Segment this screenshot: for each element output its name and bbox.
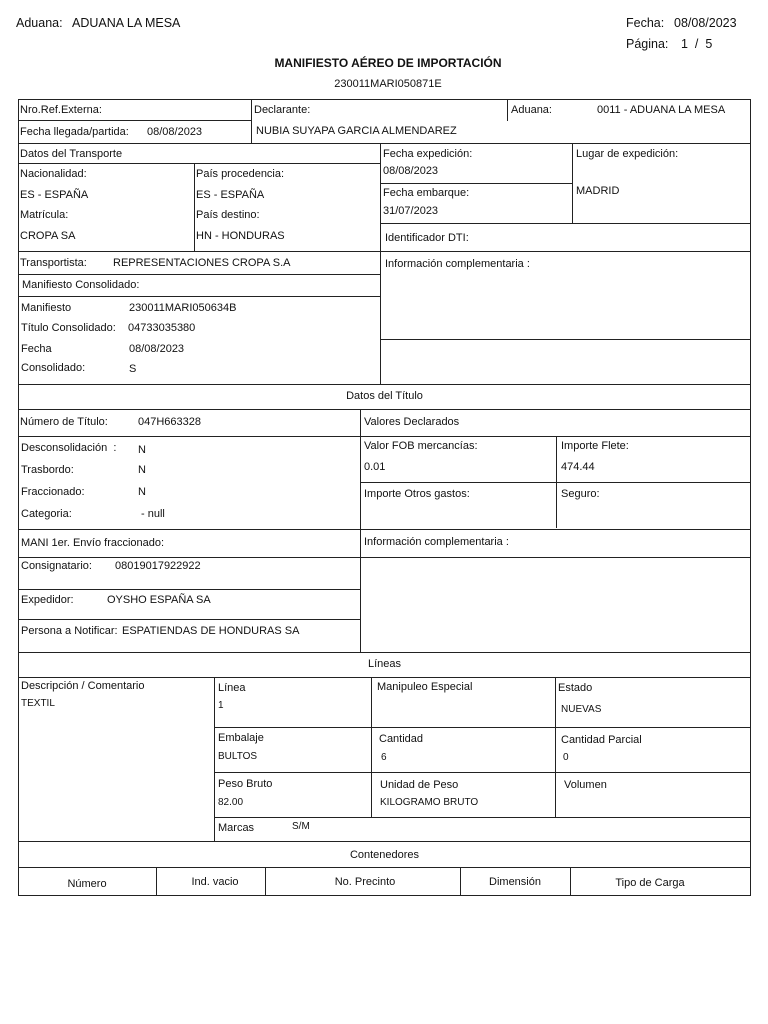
titulo-consolidado-label: Título Consolidado: (21, 322, 116, 334)
importe-flete-value: 474.44 (561, 461, 595, 473)
transportista-label: Transportista: (20, 257, 87, 269)
declarante-value: NUBIA SUYAPA GARCIA ALMENDAREZ (256, 125, 457, 137)
manipuleo-label: Manipuleo Especial (377, 681, 473, 693)
header-pagina-label: Página: (626, 37, 669, 51)
lugar-expedicion-label: Lugar de expedición: (576, 148, 679, 160)
manifiesto-label: Manifiesto (21, 302, 72, 314)
top-aduana-label: Aduana: (511, 104, 552, 116)
marcas-label: Marcas (218, 822, 255, 834)
manifiesto-consolidado-label: Manifiesto Consolidado: (22, 279, 140, 291)
identificador-dti-label: Identificador DTI: (385, 232, 469, 244)
pais-destino-value: HN - HONDURAS (196, 230, 285, 242)
header-fecha-label: Fecha: (626, 16, 665, 30)
embalaje-value: BULTOS (218, 751, 258, 762)
unidad-peso-value: KILOGRAMO BRUTO (380, 797, 479, 808)
peso-bruto-value: 82.00 (218, 797, 244, 808)
cantidad-parcial-value: 0 (563, 752, 569, 763)
valor-fob-label: Valor FOB mercancías: (364, 440, 478, 452)
fecha-llegada-label: Fecha llegada/partida: (20, 126, 129, 138)
contenedores-column-header: No. Precinto (334, 876, 396, 888)
manifest-number: 230011MARI050871E (334, 78, 442, 90)
categoria-label: Categoria: (21, 508, 72, 520)
fecha-consolidado-value: 08/08/2023 (129, 343, 185, 355)
declarante-label: Declarante: (254, 104, 311, 116)
header-aduana-label: Aduana: (16, 16, 63, 30)
volumen-label: Volumen (564, 779, 607, 791)
linea-value: 1 (218, 700, 224, 711)
matricula-value: CROPA SA (20, 230, 76, 242)
titulo-section-label: Datos del Título (346, 390, 423, 402)
expedidor-value: OYSHO ESPAÑA SA (107, 594, 211, 606)
consignatario-label: Consignatario: (21, 560, 92, 572)
nacionalidad-label: Nacionalidad: (20, 168, 87, 180)
header-pagina-value: 1 / 5 (681, 37, 713, 51)
transporte-section-label: Datos del Transporte (20, 148, 123, 160)
titulo-consolidado-value: 04733035380 (128, 322, 196, 334)
contenedores-section-label: Contenedores (349, 849, 420, 861)
categoria-value: - null (141, 508, 165, 520)
seguro-label: Seguro: (561, 488, 600, 500)
importe-flete-label: Importe Flete: (561, 440, 629, 452)
lugar-expedicion-value: MADRID (576, 185, 620, 197)
linea-label: Línea (218, 682, 246, 694)
fecha-embarque-label: Fecha embarque: (383, 187, 470, 199)
nro-ref-label: Nro.Ref.Externa: (20, 104, 102, 116)
consignatario-value: 08019017922922 (115, 560, 201, 572)
top-aduana-value: 0011 - ADUANA LA MESA (597, 104, 726, 116)
numero-titulo-value: 047H663328 (138, 416, 202, 428)
contenedores-column-header: Dimensión (489, 876, 541, 888)
desconsolidacion-label: Desconsolidación : (21, 442, 117, 454)
transporte-info-complementaria-label: Información complementaria : (385, 258, 530, 270)
expedidor-label: Expedidor: (21, 594, 74, 606)
valores-declarados-label: Valores Declarados (364, 416, 460, 428)
cantidad-label: Cantidad (379, 733, 424, 745)
cantidad-value: 6 (381, 752, 387, 763)
fecha-expedicion-value: 08/08/2023 (383, 165, 439, 177)
numero-titulo-label: Número de Título: (20, 416, 108, 428)
fecha-consolidado-label: Fecha (21, 343, 52, 355)
header-fecha-value: 08/08/2023 (674, 16, 737, 30)
persona-notificar-value: ESPATIENDAS DE HONDURAS SA (122, 625, 300, 637)
fecha-embarque-value: 31/07/2023 (383, 205, 439, 217)
descripcion-label: Descripción / Comentario (21, 680, 145, 692)
mani-envio-label: MANI 1er. Envío fraccionado: (21, 537, 165, 549)
contenedores-column-header: Número (67, 878, 107, 890)
valor-fob-value: 0.01 (364, 461, 386, 473)
estado-value: NUEVAS (561, 704, 602, 715)
importe-otros-label: Importe Otros gastos: (364, 488, 470, 500)
frame-right (750, 99, 751, 896)
pais-destino-label: País destino: (196, 209, 260, 221)
peso-bruto-label: Peso Bruto (218, 778, 273, 790)
persona-notificar-label: Persona a Notificar: (21, 625, 118, 637)
fraccionado-label: Fraccionado: (21, 486, 85, 498)
lineas-section-label: Líneas (367, 658, 402, 670)
manifiesto-value: 230011MARI050634B (129, 302, 237, 314)
contenedores-column-header: Ind. vacio (191, 876, 239, 888)
cantidad-parcial-label: Cantidad Parcial (561, 734, 642, 746)
fraccionado-value: N (138, 486, 146, 498)
trasbordo-value: N (138, 464, 146, 476)
marcas-value: S/M (292, 821, 310, 832)
pais-procedencia-label: País procedencia: (196, 168, 285, 180)
descripcion-value: TEXTIL (21, 698, 55, 709)
matricula-label: Matrícula: (20, 209, 69, 221)
trasbordo-label: Trasbordo: (21, 464, 74, 476)
nacionalidad-value: ES - ESPAÑA (20, 189, 89, 201)
embalaje-label: Embalaje (218, 732, 264, 744)
fecha-llegada-value: 08/08/2023 (147, 126, 203, 138)
titulo-info-complementaria-label: Información complementaria : (364, 536, 509, 548)
transportista-value: REPRESENTACIONES CROPA S.A (113, 257, 291, 269)
pais-procedencia-value: ES - ESPAÑA (196, 189, 265, 201)
contenedores-column-header: Tipo de Carga (615, 877, 685, 889)
fecha-expedicion-label: Fecha expedición: (383, 148, 473, 160)
consolidado-value: S (129, 363, 137, 375)
desconsolidacion-value: N (138, 444, 146, 456)
unidad-peso-label: Unidad de Peso (380, 779, 459, 791)
estado-label: Estado (558, 682, 593, 694)
consolidado-label: Consolidado: (21, 362, 86, 374)
header-aduana-value: ADUANA LA MESA (72, 16, 181, 30)
page-title: MANIFIESTO AÉREO DE IMPORTACIÓN (274, 56, 502, 70)
frame-left (18, 99, 19, 896)
